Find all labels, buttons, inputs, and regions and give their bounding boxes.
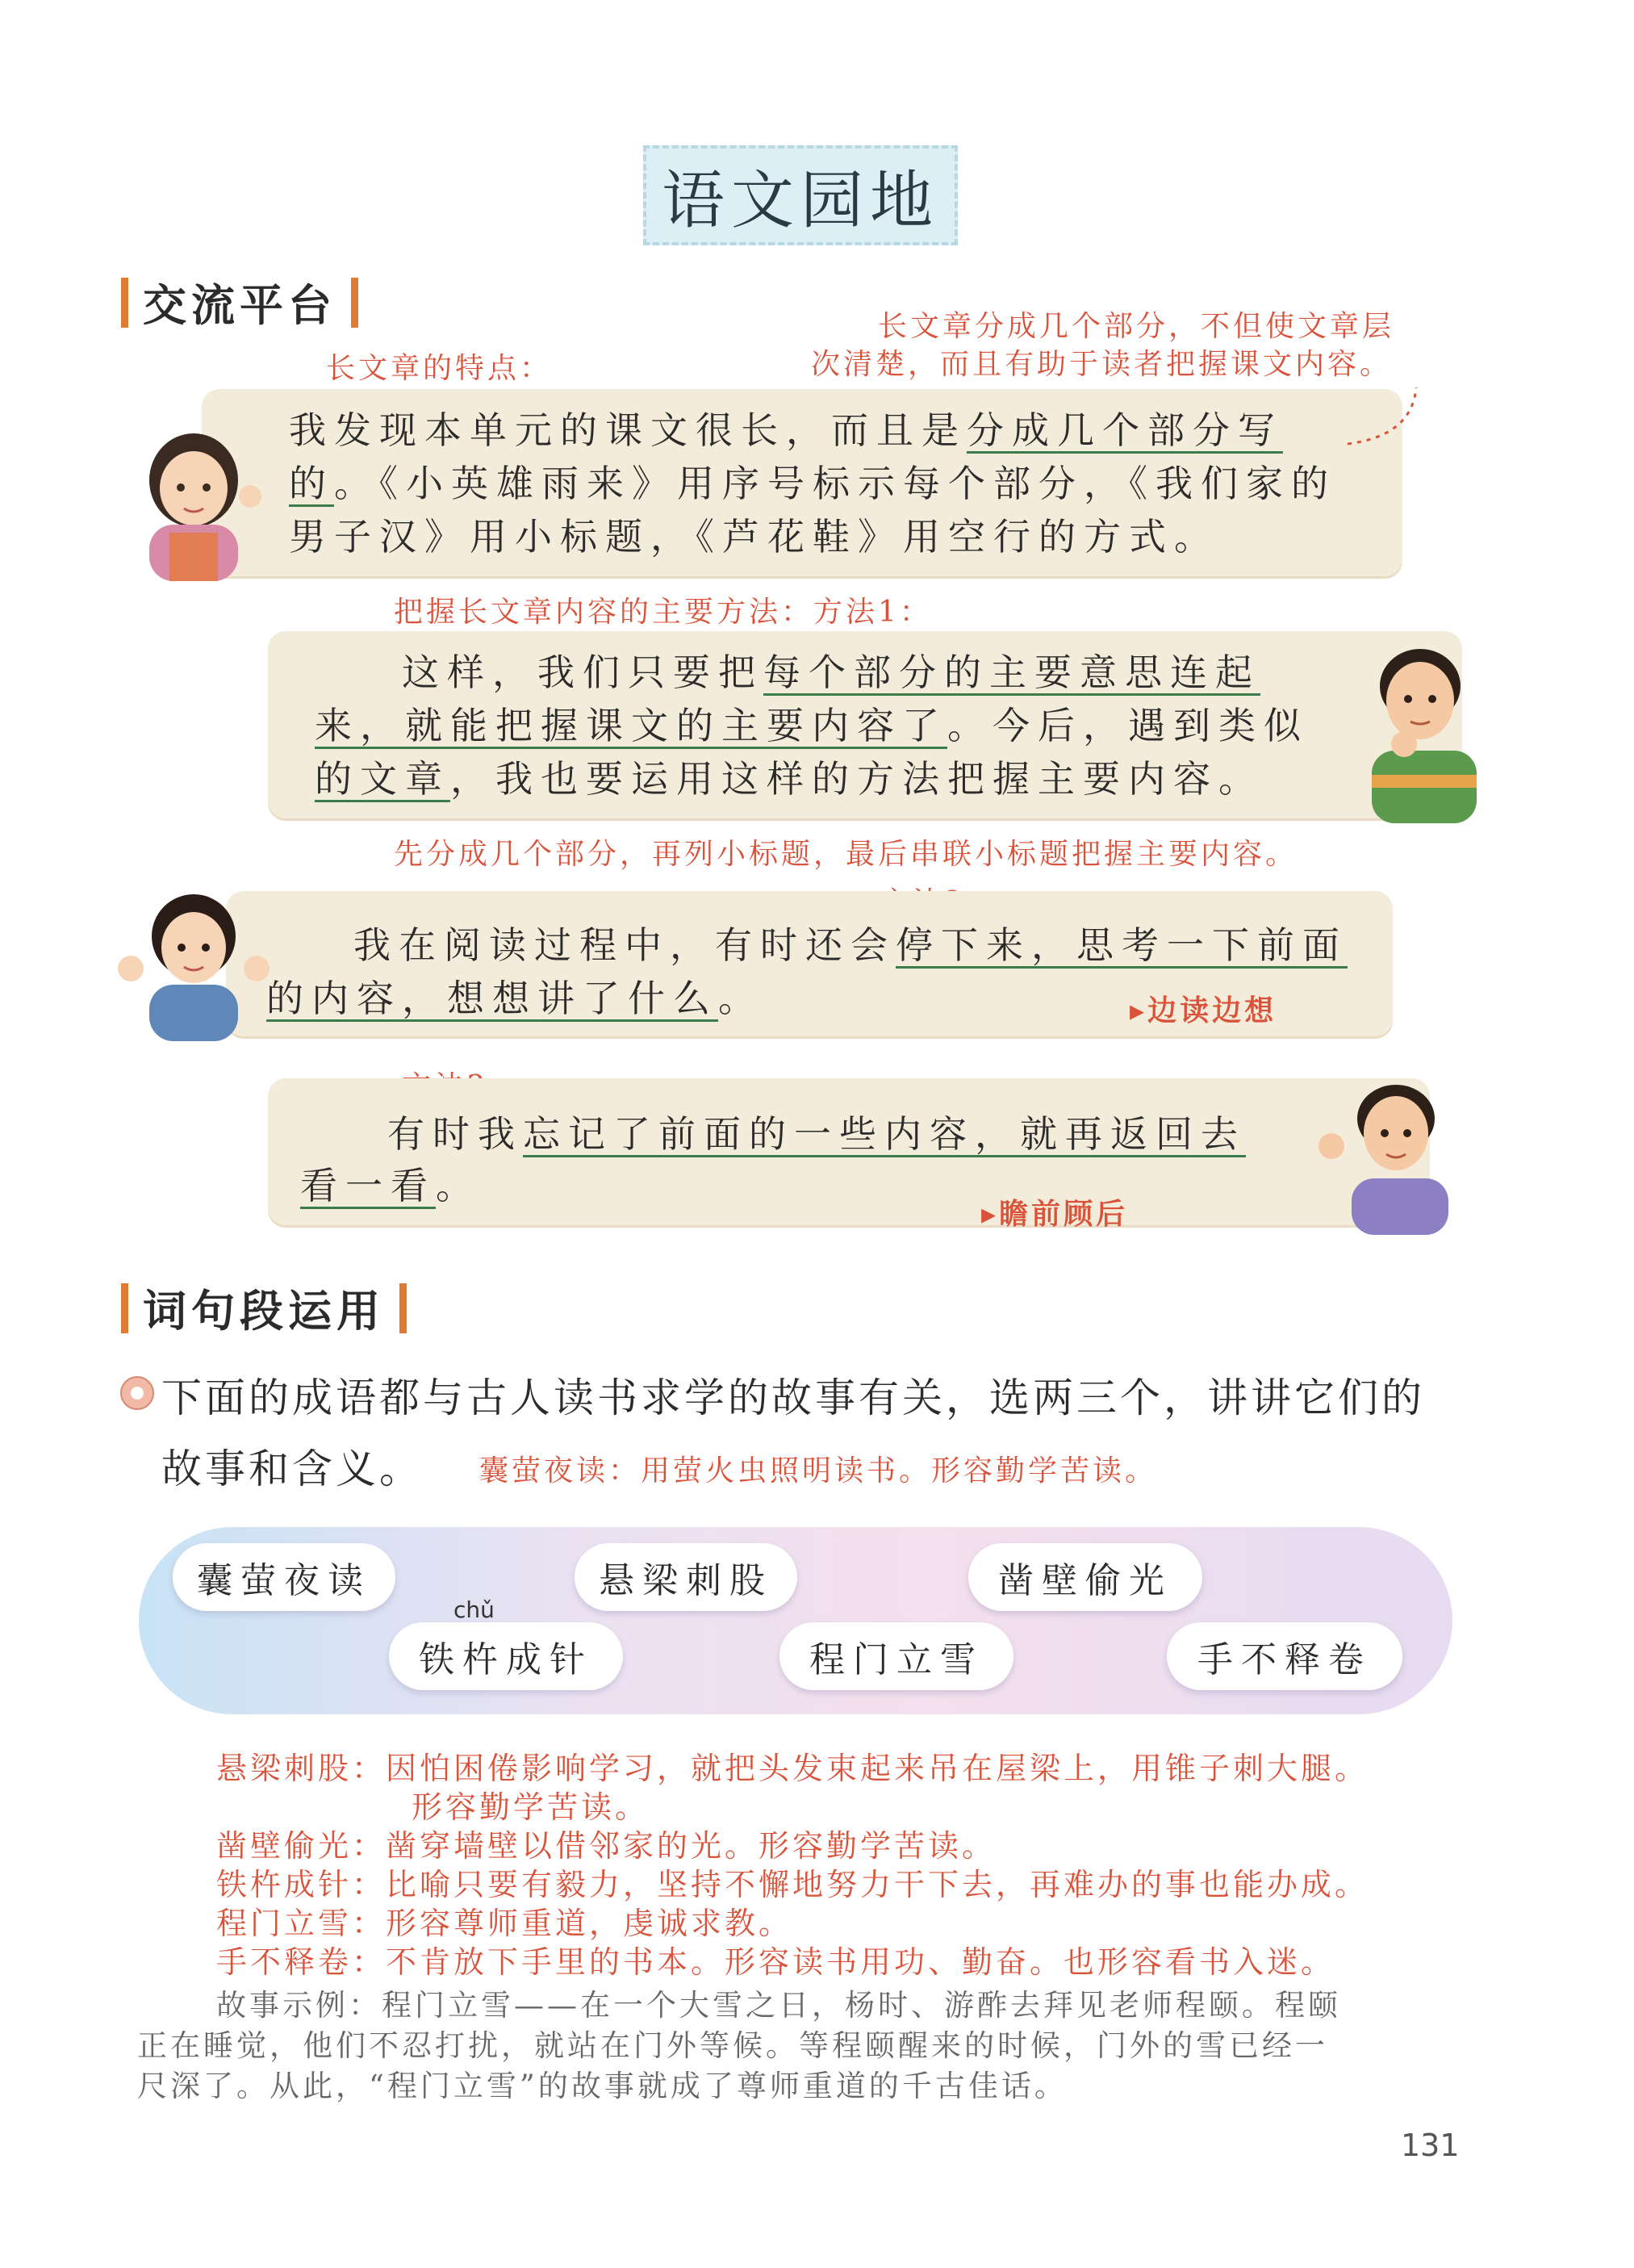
speech-3-line-2a: 的内容，想想讲了什么 [266, 977, 718, 1020]
girl-illustration-1 [113, 420, 274, 581]
explanation-text-4: 形容尊师重道，虔诚求教。 [386, 1906, 793, 1941]
task-line-2: 故事和含义。 [161, 1446, 423, 1492]
section-heading-exchange [107, 271, 373, 333]
explanation-text-3: 比喻只要有毅力，坚持不懈地努力干下去，再难办的事也能办成。 [386, 1867, 1369, 1902]
idiom-pill-3: 凿壁偷光 [968, 1543, 1202, 1611]
speech-4-line-2 [300, 1159, 481, 1212]
task-line-1: 下面的成语都与古人读书求学的故事有关，选两三个，讲讲它们的 [161, 1375, 1425, 1421]
explanation-text-5: 不肯放下手里的书本。形容读书用功、勤奋。也形容看书入迷。 [386, 1944, 1335, 1980]
speech-2-line-2b: 。今后，遇到类似 [947, 704, 1309, 747]
tag-look-back-text: 瞻前顾后 [999, 1197, 1129, 1231]
tag-look-back [981, 1191, 1128, 1232]
speech-2-line-1b: 每个部分的主要意思连起 [763, 651, 1260, 694]
speech-2-line-1 [315, 646, 1260, 699]
explanation-row-2 [216, 1821, 996, 1865]
speech-4-line-1b: 忘记了前面的一些内容，就再返回去 [523, 1112, 1246, 1156]
tag-arrow-icon-2: ▸ [981, 1197, 1000, 1231]
idiom-pill-4: 铁杵成针 [389, 1622, 623, 1690]
speech-1-line-1a: 我发现本单元的课文很长，而且是 [289, 408, 967, 452]
explanation-text-1: 因怕困倦影响学习，就把头发束起来吊在屋梁上，用锥子刺大腿。 [386, 1751, 1369, 1786]
heading-bar-left-2 [121, 1283, 128, 1333]
girl-illustration-2 [113, 888, 274, 1041]
flower-bullet-icon [118, 1374, 157, 1412]
explanation-term-3: 铁杵成针： [216, 1867, 387, 1902]
annotation-layered-1: 长文章分成几个部分，不但使文章层 [878, 310, 1395, 343]
speech-2-line-3b: ，我也要运用这样的方法把握主要内容。 [450, 757, 1264, 801]
explanation-text-1b: 形容勤学苦读。 [412, 1789, 650, 1825]
speech-2-line-3a: 的文章 [315, 757, 450, 801]
speech-3-line-1a: 我在阅读过程中，有时还会 [353, 923, 896, 967]
boy-illustration-1 [1356, 638, 1493, 823]
speech-1-line-3: 男子汉》用小标题，《芦花鞋》用空行的方式。 [289, 515, 1219, 559]
speech-1-line-2b: 。《小英雄雨来》用序号标示每个部分，《我们家的 [334, 462, 1336, 505]
speech-4-line-1a: 有时我 [387, 1112, 523, 1156]
tag-arrow-icon: ▸ [1130, 994, 1148, 1027]
explanation-term-2: 凿壁偷光： [216, 1828, 387, 1864]
dotted-arrow-1 [1339, 379, 1436, 460]
explanation-row-3 [216, 1860, 1369, 1904]
speech-1-line-2 [289, 457, 1336, 510]
speech-4-line-2b: 。 [436, 1164, 481, 1207]
speech-3-line-1b: 停下来，思考一下前面 [896, 923, 1348, 967]
explanation-row-4 [216, 1898, 792, 1943]
idiom-pill-6: 手不释卷 [1167, 1622, 1402, 1690]
heading-bar-left [121, 278, 128, 328]
explanation-text-2: 凿穿墙壁以借邻家的光。形容勤学苦读。 [386, 1828, 997, 1864]
annotation-nangying: 囊萤夜读：用萤火虫照明读书。形容勤学苦读。 [479, 1454, 1158, 1488]
explanation-row-1 [216, 1743, 1369, 1788]
tag-read-and-think [1130, 988, 1277, 1029]
story-line-3: 尺深了。从此，“程门立雪”的故事就成了尊师重道的千古佳话。 [137, 2069, 1068, 2103]
explanation-term-4: 程门立雪： [216, 1906, 387, 1941]
annotation-method-1-desc: 先分成几个部分，再列小标题，最后串联小标题把握主要内容。 [394, 838, 1298, 871]
speech-3-line-2b: 。 [718, 977, 763, 1020]
idiom-pill-2: 悬梁刺股 [575, 1543, 797, 1611]
page-number: 131 [1401, 2128, 1460, 2163]
section-heading-text-2: 词句段运用 [143, 1286, 385, 1337]
speech-4-line-2a: 看一看 [300, 1164, 436, 1207]
section-heading-text: 交流平台 [143, 280, 336, 331]
speech-2-line-2a: 来，就能把握课文的主要内容了 [315, 704, 947, 747]
page-title: 语文园地 [643, 145, 958, 245]
annotation-layered-2: 次清楚，而且有助于读者把握课文内容。 [811, 348, 1393, 381]
idiom-pill-1: 囊萤夜读 [173, 1543, 395, 1611]
explanation-row-1b [412, 1782, 649, 1827]
speech-2-line-3 [315, 752, 1264, 806]
speech-3-line-1 [266, 918, 1348, 972]
speech-2-line-2 [315, 699, 1309, 752]
speech-1-line-1b: 分成几个部分写 [967, 408, 1283, 452]
heading-bar-right-2 [399, 1283, 407, 1333]
speech-2-line-1a: 这样，我们只要把 [402, 651, 763, 694]
story-line-1: 故事示例：程门立雪——在一个大雪之日，杨时、游酢去拜见老师程颐。程颐 [216, 1988, 1341, 2023]
speech-4-line-1 [307, 1107, 1246, 1161]
section-heading-usage [107, 1277, 421, 1339]
speech-1-line-2a: 的 [289, 462, 334, 505]
explanation-term-1: 悬梁刺股： [216, 1751, 387, 1786]
idiom-pill-5: 程门立雪 [779, 1622, 1013, 1690]
tag-read-and-think-text: 边读边想 [1147, 994, 1277, 1027]
explanation-term-5: 手不释卷： [216, 1944, 387, 1980]
heading-bar-right [351, 278, 358, 328]
explanation-row-5 [216, 1937, 1335, 1981]
annotation-long-article-features: 长文章的特点： [326, 352, 553, 385]
speech-1-line-1 [289, 404, 1283, 457]
speech-3-line-2 [266, 972, 763, 1025]
annotation-main-method: 把握长文章内容的主要方法：方法1： [394, 596, 932, 629]
story-line-2: 正在睡觉，他们不忍打扰，就站在门外等候。等程颐醒来的时候，门外的雪已经一 [137, 2028, 1328, 2063]
pinyin-chu: chǔ [453, 1596, 495, 1623]
boy-illustration-2 [1307, 1073, 1469, 1235]
